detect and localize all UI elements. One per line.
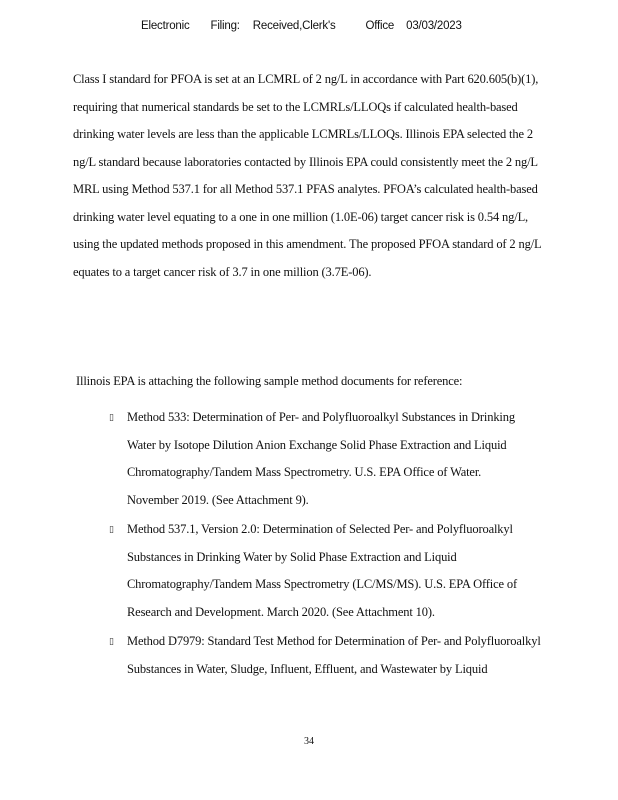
bullet-icon: ▯ (109, 637, 114, 647)
attachments-intro: Illinois EPA is attaching the following sample method documents for reference: (76, 374, 463, 388)
list-item-line: Chromatography/Tandem Mass Spectrometry (LC/MS/MS). U.S. EPA Office of (127, 577, 517, 591)
bullet-icon: ▯ (109, 413, 114, 423)
page-number: 34 (304, 736, 314, 747)
header-electronic: Electronic (141, 20, 190, 32)
header-office: Office (365, 20, 395, 32)
list-item-line: November 2019. (See Attachment 9). (127, 493, 309, 507)
list-item-line: Method 537.1, Version 2.0: Determination of Selected Per- and Polyfluoroalkyl (127, 522, 513, 536)
list-item-line: Method D7979: Standard Test Method for Determination of Per- and Polyfluoroalkyl (127, 634, 541, 648)
paragraph-line: MRL using Method 537.1 for all Method 537.1 PFAS analytes. PFOA’s calculated health-based (73, 182, 538, 196)
paragraph-line: using the updated methods proposed in this amendment. The proposed PFOA standard of 2 ng/L (73, 237, 542, 251)
paragraph-line: equates to a target cancer risk of 3.7 in one million (3.7E-06). (73, 265, 372, 279)
list-item-line: Water by Isotope Dilution Anion Exchange Solid Phase Extraction and Liquid (127, 438, 507, 452)
paragraph-line: drinking water levels are less than the applicable LCMRLs/LLOQs. Illinois EPA selected the 2 (73, 127, 533, 141)
paragraph-line: Class I standard for PFOA is set at an LCMRL of 2 ng/L in accordance with Part 620.605(b)(1), (73, 72, 539, 86)
paragraph-line: requiring that numerical standards be set to the LCMRLs/LLOQs if calculated health-based (73, 100, 518, 114)
list-item-line: Chromatography/Tandem Mass Spectrometry. U.S. EPA Office of Water. (127, 465, 482, 479)
paragraph-line: drinking water level equating to a one in one million (1.0E-06) target cancer risk is 0.54 ng/L, (73, 210, 529, 224)
filing-header (141, 20, 462, 32)
header-date: 03/03/2023 (406, 20, 462, 32)
list-item-line: Research and Development. March 2020. (See Attachment 10). (127, 605, 435, 619)
bullet-icon: ▯ (109, 525, 114, 535)
list-item-line: Substances in Drinking Water by Solid Phase Extraction and Liquid (127, 550, 457, 564)
list-item-line: Substances in Water, Sludge, Influent, Effluent, and Wastewater by Liquid (127, 662, 488, 676)
header-received: Received,Clerk's (252, 20, 336, 32)
header-filing: Filing: (210, 20, 240, 32)
paragraph-line: ng/L standard because laboratories contacted by Illinois EPA could consistently meet the 2 ng/L (73, 155, 538, 169)
list-item-line: Method 533: Determination of Per- and Polyfluoroalkyl Substances in Drinking (127, 410, 515, 424)
